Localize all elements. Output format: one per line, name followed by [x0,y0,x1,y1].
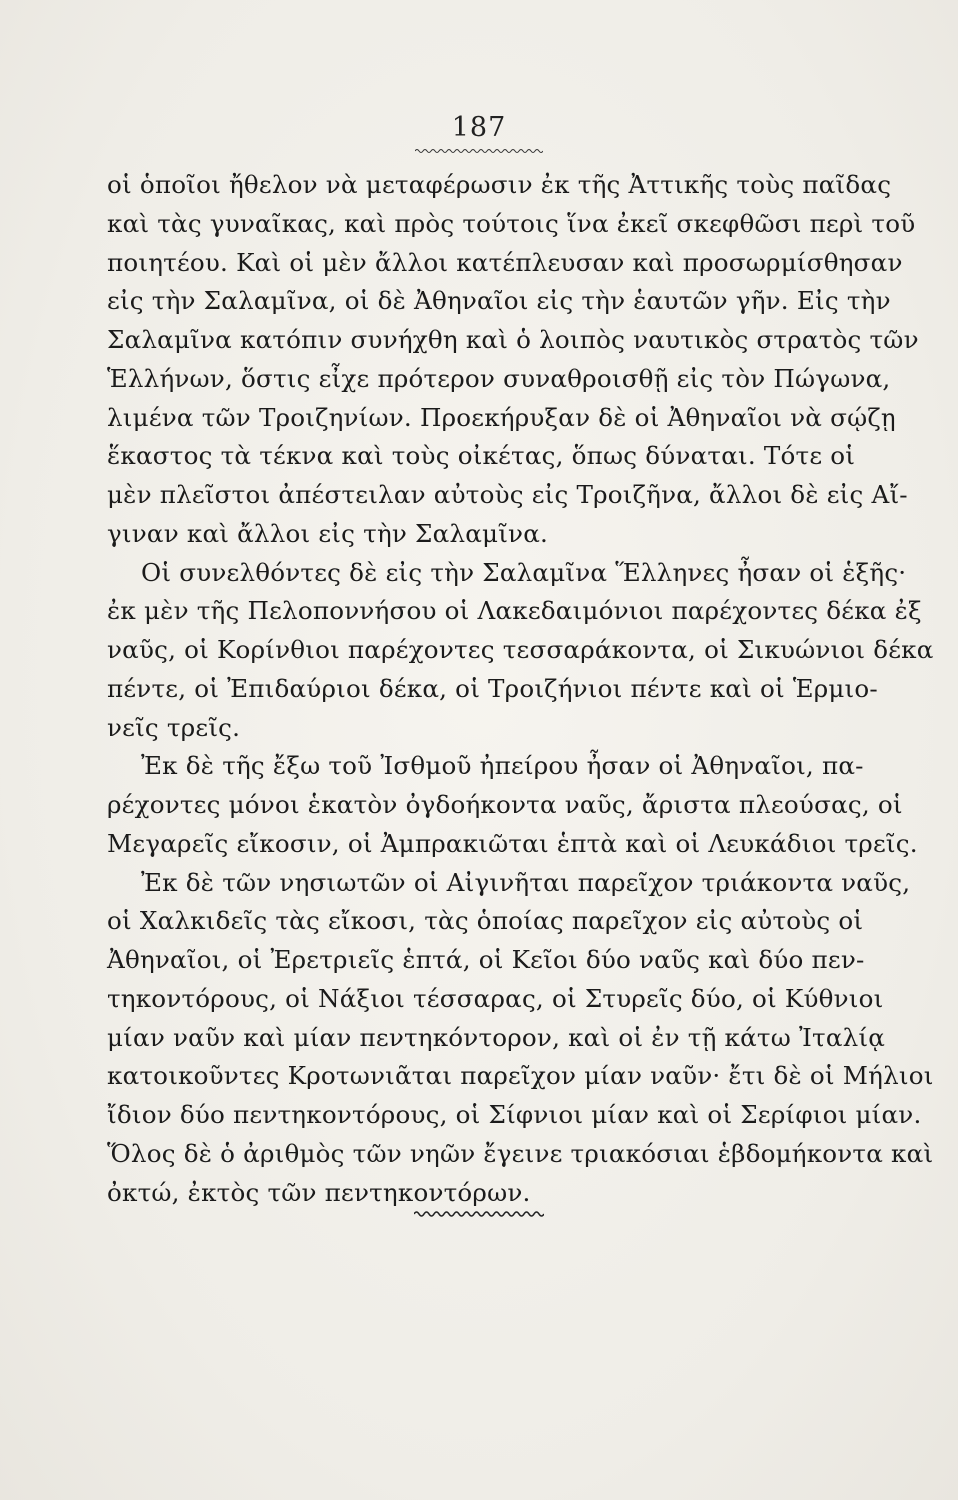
text-line: μίαν ναῦν καὶ μίαν πεντηκόντορον, καὶ οἱ ἐν τῇ κάτω Ἰταλίᾳ [107,1022,886,1052]
body-text [107,166,934,1212]
text-line: μὲν πλεῖστοι ἀπέστειλαν αὐτοὺς εἰς Τροιζῆνα, ἄλλοι δὲ εἰς Αἴ- [107,480,908,509]
text-line: Ἀθηναῖοι, οἱ Ἐρετριεῖς ἑπτά, οἱ Κεῖοι δύο ναῦς καὶ δύο πεν- [107,945,865,974]
text-line: ὀκτώ, ἐκτὸς τῶν πεντηκοντόρων. [107,1177,531,1207]
text-line: ἐκ μὲν τῆς Πελοποννήσου οἱ Λακεδαιμόνιοι παρέχοντες δέκα ἐξ [107,596,922,626]
text-line: ποιητέου. Καὶ οἱ μὲν ἄλλοι κατέπλευσαν καὶ προσωρμίσθησαν [107,247,903,277]
page-number: 187 [451,112,507,143]
text-line: ἕκαστος τὰ τέκνα καὶ τοὺς οἰκέτας, ὅπως δύναται. Τότε οἱ [107,441,856,471]
text-line: Ἑλλήνων, ὅστις εἶχε πρότερον συναθροισθῇ εἰς τὸν Πώγωνα, [107,363,891,393]
paragraph-start-line: Οἱ συνελθόντες δὲ εἰς τὴν Σαλαμῖνα Ἕλληνες ἦσαν οἱ ἑξῆς· [141,557,907,587]
text-line: ἴδιον δύο πεντηκοντόρους, οἱ Σίφνιοι μίαν καὶ οἱ Σερίφιοι μίαν. [107,1100,922,1129]
text-line: κατοικοῦντες Κροτωνιᾶται παρεῖχον μίαν ναῦν· ἔτι δὲ οἱ Μήλιοι [107,1061,934,1091]
text-line: γιναν καὶ ἄλλοι εἰς τὴν Σαλαμῖνα. [107,518,549,548]
paragraph-start-line: Ἐκ δὲ τῆς ἔξω τοῦ Ἰσθμοῦ ἠπείρου ἦσαν οἱ Ἀθηναῖοι, πα- [141,751,864,781]
text-line: λιμένα τῶν Τροιζηνίων. Προεκήρυξαν δὲ οἱ Ἀθηναῖοι νὰ σῴζῃ [107,402,896,432]
text-line: ρέχοντες μόνοι ἑκατὸν ὀγδοήκοντα ναῦς, ἄριστα πλεούσας, οἱ [107,790,903,819]
text-line: Ὅλος δὲ ὁ ἀριθμὸς τῶν νηῶν ἔγεινε τριακόσιαι ἑβδομήκοντα καὶ [107,1138,934,1168]
text-line: οἱ ὁποῖοι ἤθελον νὰ μεταφέρωσιν ἐκ τῆς Ἀττικῆς τοὺς παῖδας [107,170,892,199]
text-line: εἰς τὴν Σαλαμῖνα, οἱ δὲ Ἀθηναῖοι εἰς τὴν ἑαυτῶν γῆν. Εἰς τὴν [107,286,891,316]
page-header [0,112,958,155]
text-line: Σαλαμῖνα κατόπιν συνήχθη καὶ ὁ λοιπὸς ναυτικὸς στρατὸς τῶν [107,325,919,354]
text-line: πέντε, οἱ Ἐπιδαύριοι δέκα, οἱ Τροιζήνιοι πέντε καὶ οἱ Ἑρμιο- [107,673,878,703]
text-line: νεῖς τρεῖς. [107,712,241,742]
text-line: τηκοντόρους, οἱ Νάξιοι τέσσαρας, οἱ Στυρεῖς δύο, οἱ Κύθνιοι [107,983,884,1013]
end-wavy-rule [0,1209,958,1219]
text-line: οἱ Χαλκιδεῖς τὰς εἴκοσι, τὰς ὁποίας παρεῖχον εἰς αὐτοὺς οἱ [107,906,864,936]
text-line: καὶ τὰς γυναῖκας, καὶ πρὸς τούτοις ἵνα ἐκεῖ σκεφθῶσι περὶ τοῦ [107,208,916,238]
header-wavy-rule [415,147,543,155]
text-line: ναῦς, οἱ Κορίνθιοι παρέχοντες τεσσαράκοντα, οἱ Σικυώνιοι δέκα [107,635,934,664]
paragraph-start-line: Ἐκ δὲ τῶν νησιωτῶν οἱ Αἰγινῆται παρεῖχον τριάκοντα ναῦς, [141,867,911,897]
wavy-line-icon [414,1209,544,1219]
text-line: Μεγαρεῖς εἴκοσιν, οἱ Ἀμπρακιῶται ἑπτὰ καὶ οἱ Λευκάδιοι τρεῖς. [107,828,918,858]
